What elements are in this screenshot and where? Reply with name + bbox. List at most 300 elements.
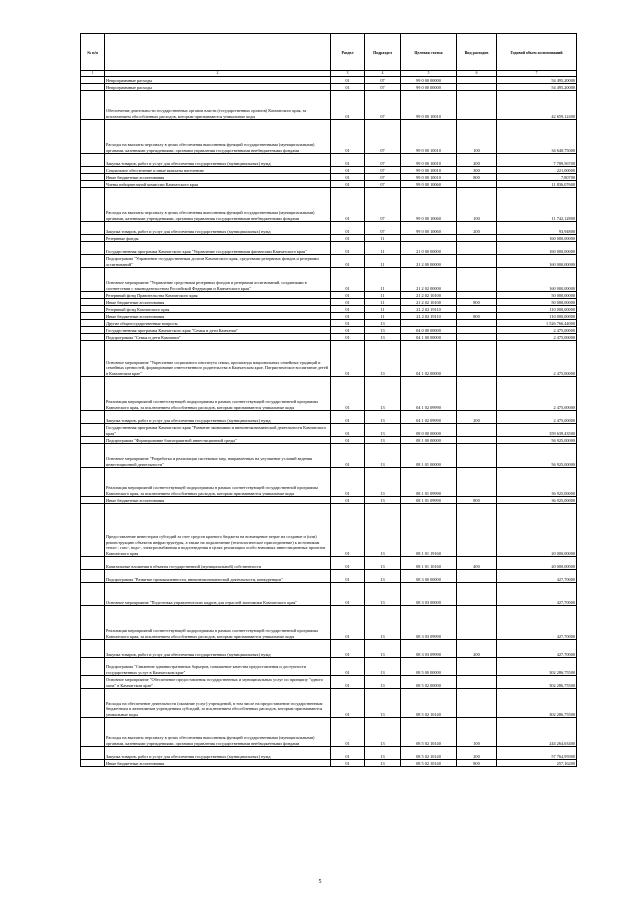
table-row (81, 320, 577, 327)
row-expense-type-cell (457, 334, 497, 341)
row-number-cell (81, 77, 105, 84)
row-description-cell: Государственная программа Камчатского края "Управление государственными финансами Камчатского края" (105, 242, 331, 255)
row-expense-type-cell: 800 (457, 760, 497, 767)
row-expense-type-cell: 800 (457, 313, 497, 320)
row-number-cell (81, 504, 105, 557)
row-description-cell: Реализация мероприятий соответствующей подпрограммы в рамках соответствующей государственной программы Камчатского края, за исключением обособленных расходов, которым присваиваются уникальные коды (105, 377, 331, 411)
budget-table (80, 33, 577, 767)
row-subsection-cell: 11 (365, 299, 401, 306)
row-target-article-cell: 99 0 00 10060 (401, 222, 457, 235)
row-target-article-cell: 08 1 01 00000 (401, 444, 457, 468)
row-section-cell: 01 (331, 437, 365, 444)
row-number-cell (81, 718, 105, 747)
row-target-article-cell: 08 5 02 10140 (401, 718, 457, 747)
row-section-cell: 01 (331, 242, 365, 255)
row-target-article-cell: 08 1 01 19160 (401, 504, 457, 557)
row-subsection-cell: 13 (365, 504, 401, 557)
row-amount-cell: 50 000,00000 (497, 292, 577, 299)
row-description-cell: Подпрограмма "Формирование благоприятной инвестиционной среды" (105, 437, 331, 444)
row-target-article-cell: 99 0 00 10010 (401, 174, 457, 181)
table-row (81, 242, 577, 255)
table-row (81, 504, 577, 557)
row-subsection-cell: 11 (365, 313, 401, 320)
row-number-cell (81, 242, 105, 255)
row-description-cell: Расходы на выплаты персоналу в целях обеспечения выполнения функций государственными (муниципальными) органами, казенными учреждениями, органами управления государственными внебюджетными фондами (105, 120, 331, 154)
row-section-cell: 01 (331, 689, 365, 718)
table-row (81, 268, 577, 292)
header-expense-type: Вид расходов (457, 34, 497, 71)
row-description-cell: Основное мероприятие "Обеспечение предоставления государственных и муниципальных услуг по принципу "одного окна" в Камчатском крае" (105, 676, 331, 689)
row-amount-cell: 1 526 766,44000 (497, 320, 577, 327)
row-amount-cell: 302 286,75500 (497, 676, 577, 689)
row-number-cell (81, 255, 105, 268)
row-target-article-cell: 99 0 00 10060 (401, 181, 457, 188)
row-description-cell: Расходы на обеспечение деятельности (оказание услуг) учреждений, в том числе на предоставление государственным бюджетным и автономным учреждениям субсидий, за исключением обособленных расходов, которым присваиваются уникальные коды (105, 689, 331, 718)
row-section-cell: 01 (331, 583, 365, 606)
row-target-article-cell: 08 1 01 09990 (401, 497, 457, 504)
row-number-cell (81, 747, 105, 760)
row-number-cell (81, 174, 105, 181)
row-section-cell: 01 (331, 504, 365, 557)
table-row (81, 255, 577, 268)
row-number-cell (81, 411, 105, 424)
column-number: 7 (497, 71, 577, 77)
row-subsection-cell: 11 (365, 235, 401, 242)
row-description-cell: Государственная программа Камчатского края "Семья и дети Камчатки" (105, 327, 331, 334)
row-section-cell: 01 (331, 557, 365, 570)
row-amount-cell: 20 000,00000 (497, 504, 577, 557)
row-section-cell: 01 (331, 299, 365, 306)
table-row (81, 557, 577, 570)
row-subsection-cell: 13 (365, 424, 401, 437)
row-target-article-cell: 08 5 02 10140 (401, 747, 457, 760)
row-number-cell (81, 557, 105, 570)
row-expense-type-cell (457, 689, 497, 718)
row-section-cell: 01 (331, 120, 365, 154)
row-subsection-cell: 07 (365, 77, 401, 84)
row-description-cell: Резервный фонд Камчатского края (105, 306, 331, 313)
row-section-cell: 01 (331, 320, 365, 327)
row-target-article-cell: 08 1 01 09990 (401, 468, 457, 497)
row-description-cell: Члены избирательной комиссии Камчатского края (105, 181, 331, 188)
row-number-cell (81, 299, 105, 306)
table-row (81, 444, 577, 468)
row-amount-cell: 2 475,00000 (497, 341, 577, 377)
row-description-cell: Предоставление инвесторам субсидий за счет средств краевого бюджета на возмещение затрат на создание и (или) реконструкцию объектов инфраструктуры, а также на подключение (технологическое присоединение) к источникам тепло-, газо-, водо-, электроснабжения и водоотведения в целях реализации особо значимых инвестиционных проектов Камчатского края (105, 504, 331, 557)
row-expense-type-cell (457, 235, 497, 242)
row-expense-type-cell: 200 (457, 747, 497, 760)
row-target-article-cell: 99 0 00 00000 (401, 84, 457, 91)
row-number-cell (81, 424, 105, 437)
row-section-cell: 01 (331, 268, 365, 292)
row-number-cell (81, 377, 105, 411)
table-row (81, 606, 577, 640)
row-amount-cell: 160 000,00000 (497, 242, 577, 255)
row-subsection-cell: 13 (365, 341, 401, 377)
row-amount-cell: 2 475,00000 (497, 377, 577, 411)
row-section-cell: 01 (331, 313, 365, 320)
table-row (81, 91, 577, 120)
row-number-cell (81, 268, 105, 292)
row-section-cell: 01 (331, 334, 365, 341)
column-number: 4 (365, 71, 401, 77)
row-number-cell (81, 320, 105, 327)
row-amount-cell: 2 475,00000 (497, 411, 577, 424)
row-expense-type-cell: 200 (457, 154, 497, 167)
row-amount-cell: 7,80700 (497, 174, 577, 181)
row-amount-cell: 2 475,00000 (497, 334, 577, 341)
row-subsection-cell: 07 (365, 167, 401, 174)
row-expense-type-cell: 800 (457, 299, 497, 306)
row-number-cell (81, 497, 105, 504)
row-amount-cell: 110 000,00000 (497, 313, 577, 320)
row-expense-type-cell: 800 (457, 174, 497, 181)
column-number: 2 (105, 71, 331, 77)
row-description-cell: Резервный фонд Правительства Камчатского края (105, 292, 331, 299)
table-row (81, 235, 577, 242)
row-number-cell (81, 154, 105, 167)
table-row (81, 174, 577, 181)
row-expense-type-cell (457, 77, 497, 84)
row-amount-cell: 2 475,00000 (497, 327, 577, 334)
row-section-cell: 01 (331, 306, 365, 313)
row-number-cell (81, 313, 105, 320)
header-description (105, 34, 331, 71)
row-subsection-cell: 13 (365, 557, 401, 570)
row-amount-cell: 42 659,12400 (497, 91, 577, 120)
row-description-cell: Закупка товаров, работ и услуг для обеспечения государственных (муниципальных) нужд (105, 640, 331, 658)
row-target-article-cell: 08 0 00 00000 (401, 424, 457, 437)
row-number-cell (81, 222, 105, 235)
row-target-article-cell: 21 0 00 00000 (401, 242, 457, 255)
row-number-cell (81, 327, 105, 334)
row-expense-type-cell (457, 306, 497, 313)
row-description-cell: Основное мероприятие "Разработка и реализация системных мер, направленных на улучшение условий ведения инвестиционной деятельности" (105, 444, 331, 468)
row-section-cell: 01 (331, 91, 365, 120)
row-number-cell (81, 689, 105, 718)
row-target-article-cell: 99 0 00 10010 (401, 91, 457, 120)
row-target-article-cell: 08 5 00 00000 (401, 658, 457, 676)
row-amount-cell: 7 789,56700 (497, 154, 577, 167)
row-description-cell: Расходы на выплаты персоналу в целях обеспечения выполнения функций государственными (муниципальными) органами, казенными учреждениями, органами управления государственными внебюджетными фондами (105, 188, 331, 222)
row-subsection-cell: 11 (365, 292, 401, 299)
row-section-cell: 01 (331, 222, 365, 235)
row-expense-type-cell: 100 (457, 120, 497, 154)
row-expense-type-cell: 200 (457, 411, 497, 424)
header-annual-amount: Годовой объем ассигнований (497, 34, 577, 71)
row-subsection-cell: 13 (365, 334, 401, 341)
table-row (81, 760, 577, 767)
row-subsection-cell: 13 (365, 444, 401, 468)
row-amount-cell: 34 640,75000 (497, 120, 577, 154)
row-number-cell (81, 640, 105, 658)
row-target-article-cell: 08 3 03 00000 (401, 583, 457, 606)
row-description-cell: Реализация мероприятий соответствующей подпрограммы в рамках соответствующей государственной программы Камчатского края, за исключением обособленных расходов, которым присваиваются уникальные коды (105, 468, 331, 497)
row-amount-cell: 11 836,07600 (497, 181, 577, 188)
table-row (81, 341, 577, 377)
row-description-cell: Социальное обеспечение и иные выплаты населению (105, 167, 331, 174)
row-target-article-cell: 08 1 00 00000 (401, 437, 457, 444)
row-subsection-cell: 11 (365, 268, 401, 292)
table-row (81, 222, 577, 235)
row-section-cell: 01 (331, 188, 365, 222)
row-section-cell: 01 (331, 424, 365, 437)
row-subsection-cell: 07 (365, 222, 401, 235)
row-target-article-cell: 21 2 02 19110 (401, 306, 457, 313)
table-header-row (81, 34, 577, 71)
row-section-cell: 01 (331, 760, 365, 767)
row-subsection-cell: 07 (365, 154, 401, 167)
row-number-cell (81, 676, 105, 689)
row-section-cell: 01 (331, 84, 365, 91)
row-subsection-cell: 11 (365, 306, 401, 313)
row-description-cell: Капитальные вложения в объекты государственной (муниципальной) собственности (105, 557, 331, 570)
row-expense-type-cell (457, 583, 497, 606)
table-row (81, 689, 577, 718)
table-row (81, 167, 577, 174)
table-body (81, 77, 577, 767)
row-subsection-cell: 07 (365, 120, 401, 154)
table-row (81, 181, 577, 188)
row-subsection-cell: 13 (365, 570, 401, 583)
row-number-cell (81, 570, 105, 583)
table-row (81, 676, 577, 689)
row-description-cell: Резервные фонды (105, 235, 331, 242)
row-expense-type-cell (457, 437, 497, 444)
row-target-article-cell: 08 1 01 10160 (401, 557, 457, 570)
row-description-cell: Реализация мероприятий соответствующей подпрограммы в рамках соответствующей государственной программы Камчатского края, за исключением обособленных расходов, которым присваиваются уникальные коды (105, 606, 331, 640)
row-description-cell: Непрограммные расходы (105, 84, 331, 91)
row-amount-cell: 56 925,00000 (497, 444, 577, 468)
row-subsection-cell: 07 (365, 181, 401, 188)
row-amount-cell: 160 000,00000 (497, 255, 577, 268)
row-number-cell (81, 91, 105, 120)
row-section-cell: 01 (331, 606, 365, 640)
row-target-article-cell (401, 320, 457, 327)
row-description-cell: Основное мероприятие "Укрепление социального института семьи, пропаганда национальных семейных традиций и семейных ценностей, формирование ответственного родительства в Камчатском крае. Патриотическое воспитание детей в Камчатском крае" (105, 341, 331, 377)
row-expense-type-cell (457, 181, 497, 188)
row-amount-cell: 57 764,95900 (497, 747, 577, 760)
row-expense-type-cell (457, 292, 497, 299)
row-number-cell (81, 292, 105, 299)
row-section-cell: 01 (331, 235, 365, 242)
row-expense-type-cell (457, 255, 497, 268)
row-target-article-cell: 04 1 02 00000 (401, 341, 457, 377)
row-number-cell (81, 341, 105, 377)
row-target-article-cell: 21 2 02 10100 (401, 299, 457, 306)
row-target-article-cell: 21 2 02 19110 (401, 313, 457, 320)
row-target-article-cell: 21 2 00 00000 (401, 255, 457, 268)
row-amount-cell: 56 925,00000 (497, 437, 577, 444)
row-expense-type-cell (457, 606, 497, 640)
row-description-cell: Иные бюджетные ассигнования (105, 313, 331, 320)
row-section-cell: 01 (331, 497, 365, 504)
row-target-article-cell: 08 3 03 09990 (401, 606, 457, 640)
table-row (81, 497, 577, 504)
row-expense-type-cell (457, 424, 497, 437)
row-subsection-cell: 07 (365, 84, 401, 91)
row-target-article-cell: 99 0 00 10010 (401, 167, 457, 174)
row-subsection-cell: 13 (365, 468, 401, 497)
row-description-cell: Закупка товаров, работ и услуг для обеспечения государственных (муниципальных) нужд (105, 154, 331, 167)
row-section-cell: 01 (331, 676, 365, 689)
row-amount-cell: 54 495,20000 (497, 77, 577, 84)
row-expense-type-cell (457, 570, 497, 583)
row-number-cell (81, 120, 105, 154)
row-description-cell: Иные бюджетные ассигнования (105, 760, 331, 767)
column-number: 3 (331, 71, 365, 77)
row-subsection-cell: 07 (365, 188, 401, 222)
row-amount-cell: 302 286,75500 (497, 658, 577, 676)
row-section-cell: 01 (331, 154, 365, 167)
table-row (81, 640, 577, 658)
row-description-cell: Непрограммные расходы (105, 77, 331, 84)
row-number-cell (81, 306, 105, 313)
row-expense-type-cell (457, 84, 497, 91)
row-expense-type-cell (457, 242, 497, 255)
row-section-cell: 01 (331, 658, 365, 676)
header-target-article: Целевая статья (401, 34, 457, 71)
row-section-cell: 01 (331, 77, 365, 84)
row-amount-cell: 110 000,00000 (497, 306, 577, 313)
row-amount-cell: 302 286,75500 (497, 689, 577, 718)
row-subsection-cell: 13 (365, 411, 401, 424)
table-row (81, 84, 577, 91)
row-number-cell (81, 235, 105, 242)
row-amount-cell: 359 639,43500 (497, 424, 577, 437)
row-description-cell: Иные бюджетные ассигнования (105, 497, 331, 504)
row-target-article-cell: 99 0 00 00000 (401, 77, 457, 84)
row-description-cell: Закупка товаров, работ и услуг для обеспечения государственных (муниципальных) нужд (105, 222, 331, 235)
row-expense-type-cell (457, 468, 497, 497)
row-amount-cell: 221,00000 (497, 167, 577, 174)
header-section: Раздел (331, 34, 365, 71)
budget-table-container (80, 33, 576, 767)
row-number-cell (81, 760, 105, 767)
row-amount-cell: 244 264,63400 (497, 718, 577, 747)
row-expense-type-cell (457, 320, 497, 327)
row-amount-cell: 50 000,00000 (497, 299, 577, 306)
row-amount-cell: 36 925,00000 (497, 468, 577, 497)
row-expense-type-cell (457, 658, 497, 676)
row-subsection-cell: 07 (365, 174, 401, 181)
row-subsection-cell: 13 (365, 377, 401, 411)
row-subsection-cell: 13 (365, 583, 401, 606)
row-section-cell: 01 (331, 167, 365, 174)
row-subsection-cell: 13 (365, 640, 401, 658)
table-row (81, 334, 577, 341)
row-section-cell: 01 (331, 444, 365, 468)
row-section-cell: 01 (331, 718, 365, 747)
row-amount-cell: 257,16200 (497, 760, 577, 767)
row-expense-type-cell (457, 504, 497, 557)
row-amount-cell: 36 925,00000 (497, 497, 577, 504)
row-description-cell: Расходы на выплаты персоналу в целях обеспечения выполнения функций государственными (муниципальными) органами, казенными учреждениями, органами управления государственными внебюджетными фондами (105, 718, 331, 747)
row-section-cell: 01 (331, 377, 365, 411)
row-expense-type-cell: 200 (457, 222, 497, 235)
row-target-article-cell: 08 3 00 00000 (401, 570, 457, 583)
row-section-cell: 01 (331, 327, 365, 334)
row-number-cell (81, 437, 105, 444)
row-description-cell: Иные бюджетные ассигнования (105, 299, 331, 306)
table-row (81, 188, 577, 222)
table-row (81, 292, 577, 299)
row-expense-type-cell (457, 327, 497, 334)
row-section-cell: 01 (331, 292, 365, 299)
row-amount-cell: 160 000,00000 (497, 235, 577, 242)
column-number: 6 (457, 71, 497, 77)
row-target-article-cell: 99 0 00 10010 (401, 154, 457, 167)
row-target-article-cell: 99 0 00 10060 (401, 188, 457, 222)
row-description-cell: Подпрограмма "Управление государственным долгом Камчатского края, средствами резервных фондов и резервами ассигнований" (105, 255, 331, 268)
row-target-article-cell: 08 5 02 10140 (401, 689, 457, 718)
row-target-article-cell: 04 0 00 00000 (401, 327, 457, 334)
row-subsection-cell: 13 (365, 747, 401, 760)
row-target-article-cell: 04 1 02 09990 (401, 411, 457, 424)
row-number-cell (81, 84, 105, 91)
row-number-cell (81, 468, 105, 497)
table-row (81, 570, 577, 583)
row-target-article-cell (401, 235, 457, 242)
table-row (81, 120, 577, 154)
row-description-cell: Подпрограмма "Снижение административных барьеров, повышение качества предоставления и доступности государственных услуг в Камчатском крае" (105, 658, 331, 676)
row-expense-type-cell (457, 444, 497, 468)
table-row (81, 77, 577, 84)
column-number: 1 (81, 71, 105, 77)
row-subsection-cell: 13 (365, 676, 401, 689)
row-number-cell (81, 167, 105, 174)
row-target-article-cell: 21 2 02 00000 (401, 268, 457, 292)
row-expense-type-cell: 800 (457, 497, 497, 504)
row-expense-type-cell (457, 268, 497, 292)
row-section-cell: 01 (331, 181, 365, 188)
row-subsection-cell: 13 (365, 606, 401, 640)
table-row (81, 377, 577, 411)
row-target-article-cell: 04 1 00 00000 (401, 334, 457, 341)
row-subsection-cell: 13 (365, 760, 401, 767)
table-row (81, 411, 577, 424)
row-subsection-cell: 13 (365, 689, 401, 718)
row-section-cell: 01 (331, 570, 365, 583)
header-number: № п/п (81, 34, 105, 71)
row-section-cell: 01 (331, 174, 365, 181)
table-row (81, 437, 577, 444)
row-number-cell (81, 444, 105, 468)
row-section-cell: 01 (331, 468, 365, 497)
column-number: 5 (401, 71, 457, 77)
row-description-cell: Другие общегосударственные вопросы (105, 320, 331, 327)
row-target-article-cell: 08 3 03 09990 (401, 640, 457, 658)
row-expense-type-cell (457, 341, 497, 377)
table-row (81, 313, 577, 320)
table-row (81, 154, 577, 167)
row-target-article-cell: 99 0 00 10010 (401, 120, 457, 154)
row-description-cell: Подпрограмма "Семья и дети Камчатки" (105, 334, 331, 341)
row-section-cell: 01 (331, 341, 365, 377)
row-number-cell (81, 658, 105, 676)
row-number-cell (81, 334, 105, 341)
table-row (81, 468, 577, 497)
row-section-cell: 01 (331, 747, 365, 760)
row-amount-cell: 427,70000 (497, 570, 577, 583)
row-expense-type-cell: 100 (457, 718, 497, 747)
row-section-cell: 01 (331, 255, 365, 268)
row-subsection-cell: 13 (365, 437, 401, 444)
row-subsection-cell: 11 (365, 255, 401, 268)
row-subsection-cell: 11 (365, 242, 401, 255)
row-description-cell: Государственная программа Камчатского края "Развитие экономики и внешнеэкономической деятельности Камчатского края" (105, 424, 331, 437)
row-amount-cell: 160 000,00000 (497, 268, 577, 292)
